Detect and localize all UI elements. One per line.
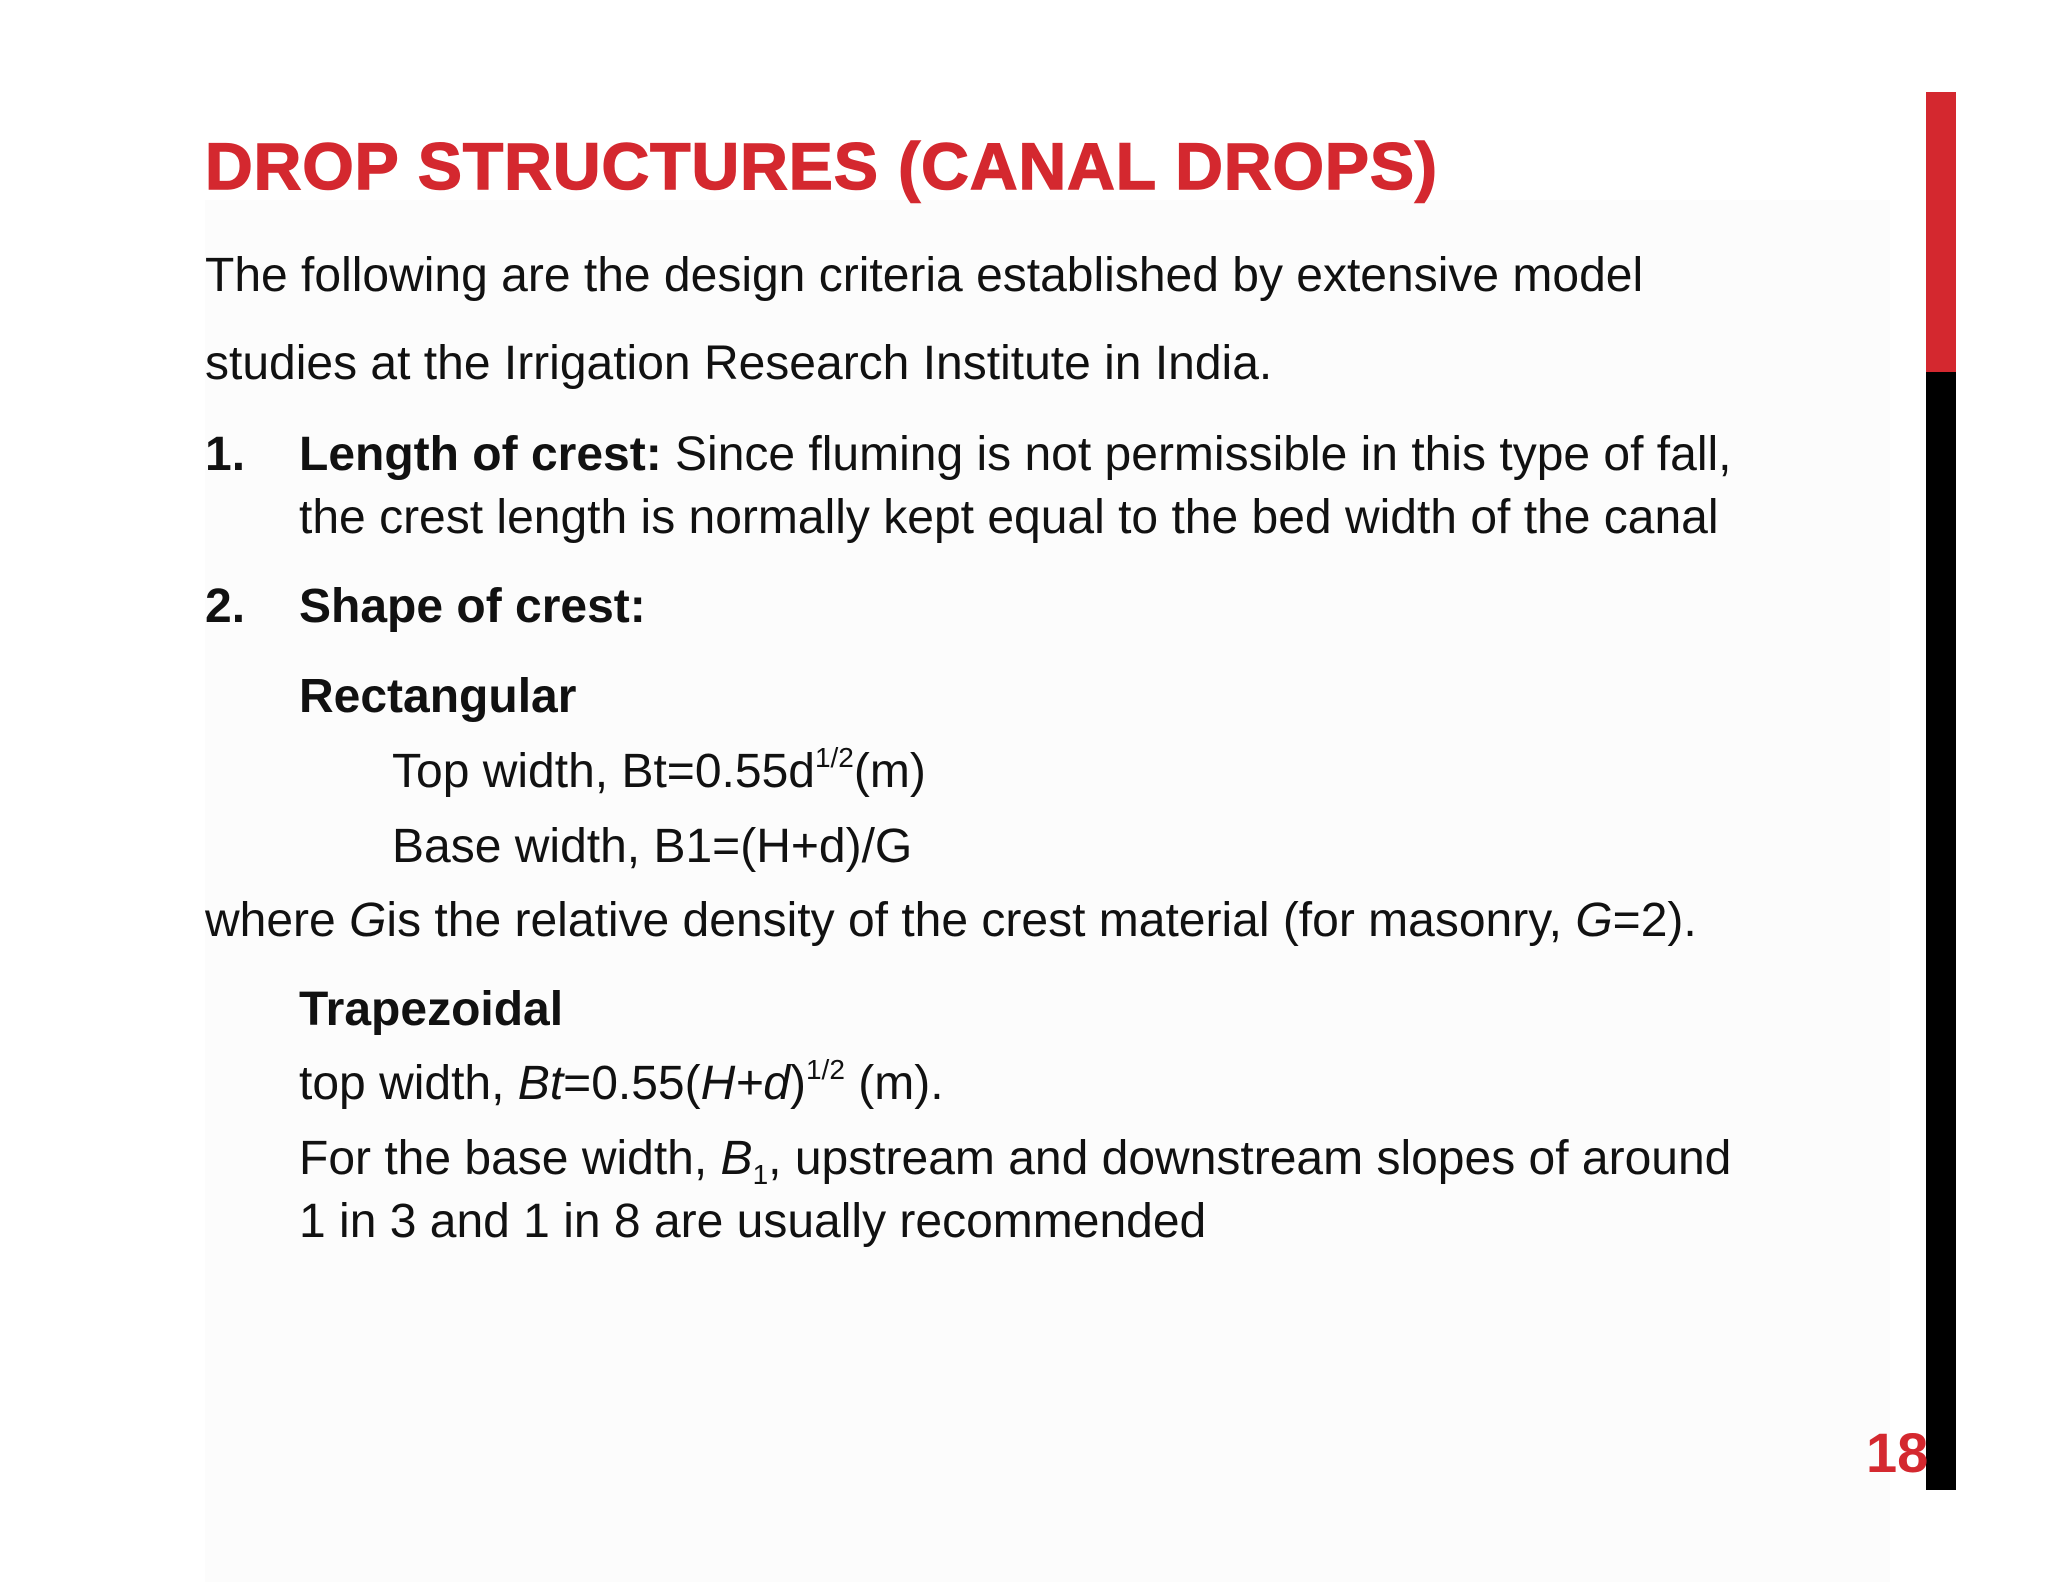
slide-title: DROP STRUCTURES (CANAL DROPS): [205, 129, 1438, 203]
rect-top-width-prefix: Top width, Bt=0.55d: [392, 745, 815, 798]
where-middle: is the relative density of the crest material (for masonry,: [386, 894, 1576, 947]
item-1-line-2: the crest length is normally kept equal to the bed width of the canal: [299, 491, 1719, 544]
item-1-line-1: [299, 424, 1731, 486]
where-suffix: =2).: [1612, 894, 1697, 947]
trap-top-exponent: 1/2: [805, 1054, 845, 1085]
item-1-heading: Length of crest:: [299, 428, 662, 481]
trapezoidal-base-width-line-1: [299, 1128, 1731, 1190]
trap-base-prefix: For the base width,: [299, 1132, 721, 1185]
rect-top-width-exponent: 1/2: [814, 742, 854, 773]
intro-line-1: The following are the design criteria established by extensive model: [205, 249, 1644, 302]
side-accent-bar-black: [1926, 372, 1956, 1490]
trap-top-close: ): [789, 1057, 806, 1110]
item-1-number: 1.: [205, 428, 246, 481]
trap-base-suffix: , upstream and downstream slopes of around: [768, 1132, 1732, 1185]
trap-top-hd: H+d: [700, 1057, 790, 1110]
trap-top-prefix: top width,: [299, 1057, 518, 1110]
item-2-number: 2.: [205, 580, 246, 633]
where-g-symbol: G: [349, 894, 387, 947]
rectangular-heading: Rectangular: [299, 670, 577, 723]
rectangular-top-width: [392, 741, 926, 803]
rect-top-width-unit: (m): [853, 745, 926, 798]
rectangular-base-width: Base width, B1=(H+d)/G: [392, 820, 913, 873]
trap-top-unit: (m).: [844, 1057, 944, 1110]
item-2-heading: Shape of crest:: [299, 580, 646, 633]
trap-base-subscript: 1: [752, 1159, 769, 1190]
trapezoidal-base-width-line-2: 1 in 3 and 1 in 8 are usually recommended: [299, 1195, 1207, 1248]
trap-top-bt: Bt: [517, 1057, 564, 1110]
item-1-text-1: Since fluming is not permissible in this type of fall,: [661, 428, 1732, 481]
page-number: 18: [1866, 1421, 1929, 1484]
side-accent-bar-red: [1926, 92, 1956, 372]
trapezoidal-heading: Trapezoidal: [299, 983, 564, 1036]
trapezoidal-top-width: [299, 1053, 944, 1115]
where-g-symbol-2: G: [1575, 894, 1613, 947]
trap-top-mid: =0.55(: [563, 1057, 701, 1110]
intro-line-2: studies at the Irrigation Research Institute in India.: [205, 337, 1273, 390]
where-g-note: [205, 890, 1697, 952]
trap-base-b: B: [720, 1132, 753, 1185]
where-prefix: where: [205, 894, 350, 947]
